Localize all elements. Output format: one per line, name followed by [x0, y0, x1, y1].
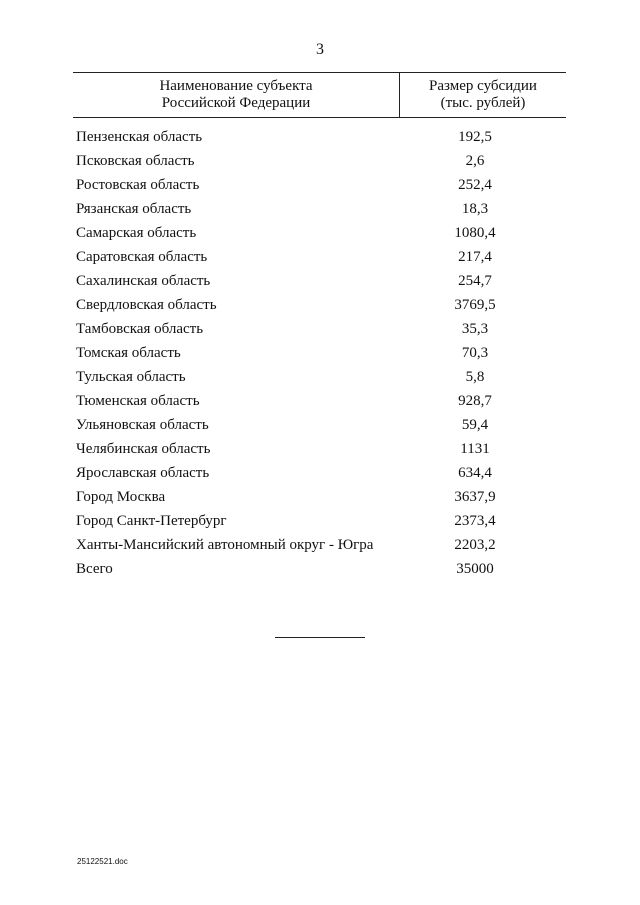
table-row [76, 223, 566, 247]
subsidy-value: 70,3 [461, 345, 489, 361]
region-name: Ярославская область [76, 465, 210, 481]
region-name: Псковская область [76, 153, 195, 169]
subsidy-value: 1080,4 [454, 225, 496, 241]
subsidy-value: 18,3 [461, 201, 489, 217]
region-name: Саратовская область [76, 249, 208, 265]
subsidy-value: 59,4 [461, 417, 489, 433]
region-name: Тамбовская область [76, 321, 204, 337]
table-row [76, 439, 566, 463]
header-subsidy-column [400, 78, 566, 112]
header-subsidy-line2: (тыс. рублей) [440, 95, 526, 111]
region-name: Рязанская область [76, 201, 192, 217]
table-row [76, 535, 566, 559]
region-name: Ульяновская область [76, 417, 209, 433]
region-name: Ростовская область [76, 177, 200, 193]
region-name: Ханты-Мансийский автономный округ - Югра [76, 537, 374, 553]
table-row [76, 367, 566, 391]
subsidy-value: 252,4 [458, 177, 492, 193]
table-row [76, 343, 566, 367]
subsidy-value: 2373,4 [454, 513, 496, 529]
region-name: Город Москва [76, 489, 166, 505]
subsidy-value: 928,7 [458, 393, 492, 409]
subsidy-value: 5,8 [465, 369, 485, 385]
subsidy-value: 634,4 [458, 465, 492, 481]
header-subsidy-line1: Размер субсидии [429, 78, 537, 94]
table-row [76, 319, 566, 343]
subsidy-value: 3637,9 [454, 489, 496, 505]
table-row [76, 391, 566, 415]
subsidy-value: 2,6 [465, 153, 485, 169]
region-name: Всего [76, 561, 113, 577]
document-reference: 25122521.doc [77, 857, 128, 866]
table-row [76, 559, 566, 583]
subsidy-value: 1131 [460, 441, 490, 457]
subsidy-value: 3769,5 [454, 297, 496, 313]
table-row [76, 511, 566, 535]
table-body [76, 127, 566, 583]
table-row [76, 127, 566, 151]
region-name: Сахалинская область [76, 273, 211, 289]
region-name: Город Санкт-Петербург [76, 513, 227, 529]
table-header [73, 72, 566, 118]
table-row [76, 487, 566, 511]
subsidy-value: 254,7 [458, 273, 492, 289]
table-row [76, 199, 566, 223]
page-number: 3 [316, 41, 324, 58]
region-name: Тюменская область [76, 393, 200, 409]
end-of-table-rule [275, 637, 365, 638]
table-row [76, 415, 566, 439]
subsidy-value: 2203,2 [454, 537, 496, 553]
table-row [76, 175, 566, 199]
table-row [76, 463, 566, 487]
region-name: Томская область [76, 345, 181, 361]
region-name: Пензенская область [76, 129, 203, 145]
subsidy-value: 217,4 [458, 249, 492, 265]
subsidy-value: 35,3 [461, 321, 489, 337]
header-region-line1: Наименование субъекта [159, 78, 313, 94]
subsidy-value: 192,5 [458, 129, 492, 145]
region-name: Самарская область [76, 225, 197, 241]
table-row [76, 247, 566, 271]
header-region-column [73, 78, 399, 112]
table-row [76, 271, 566, 295]
region-name: Тульская область [76, 369, 186, 385]
table-row [76, 295, 566, 319]
region-name: Свердловская область [76, 297, 217, 313]
header-region-line2: Российской Федерации [161, 95, 311, 111]
subsidy-value: 35000 [456, 561, 494, 577]
region-name: Челябинская область [76, 441, 211, 457]
table-row [76, 151, 566, 175]
